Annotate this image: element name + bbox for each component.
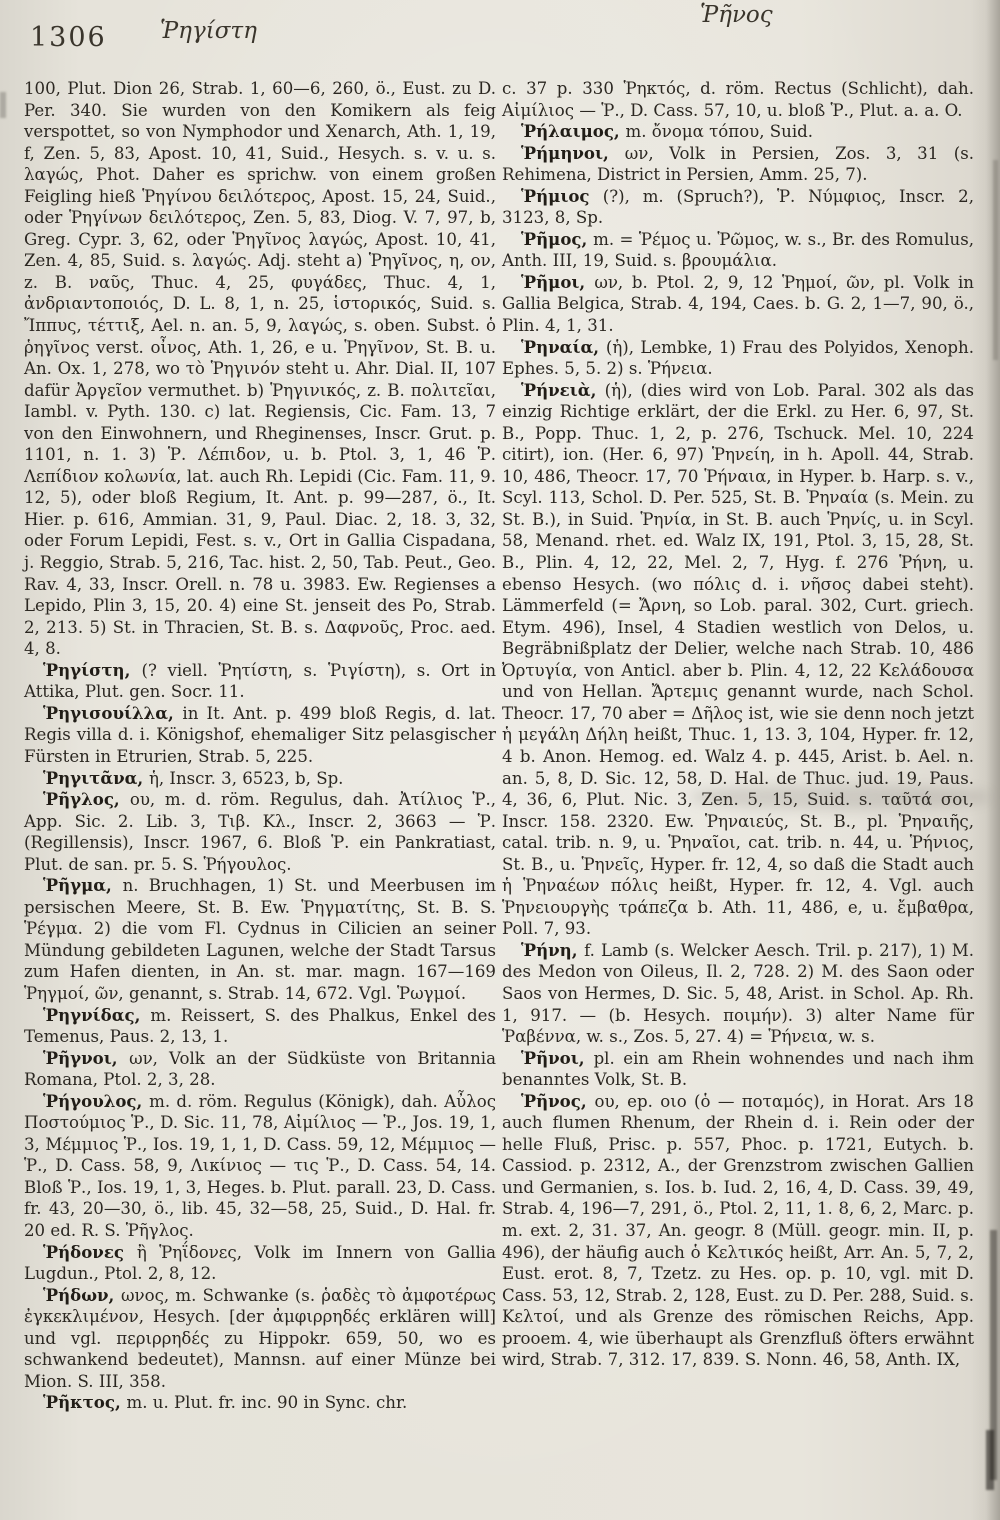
entry-paragraph: Ῥῆγλος, ου, m. d. röm. Regulus, dah. Ἀτίλιος Ῥ., App. Sic. 2. Lib. 3, Τιβ. Κλ., Inscr. 2, 3663 — Ῥ. (Regillensis), Inscr. 1967, 6. Bloß Ῥ. ein Pankratiast, Plut. de san. pr. 5. S. Ῥήγουλος. (24, 789, 496, 874)
entry-lemma: Ῥήμηνοι, (521, 142, 625, 163)
continuation-paragraph: c. 37 p. 330 Ῥηκτός, d. röm. Rectus (Schlicht), dah. Αἰμίλιος — Ῥ., D. Cass. 57, 10, u. bloß Ῥ., Plut. a. a. O. (502, 79, 974, 120)
entry-paragraph: Ῥηγίστη, (? viell. Ῥητίστη, s. Ῥιγίστη), s. Ort in Attika, Plut. gen. Socr. 11. (24, 659, 497, 702)
entry-lemma: Ῥῆκτος, (43, 1392, 127, 1413)
entry-paragraph: Ῥήνη, f. Lamb (s. Welcker Aesch. Tril. p. 217), 1) M. des Medon von Oileus, Il. 2, 728. 2) M. des Saon oder Saos von Hermes, D. Sic. 5, 48, Arist. in Schol. Ap. Rh. 1, 917. — (b. Hesych. ποιμήν). 3) alter Name für Ῥαβέννα, w. s., Zos. 5, 27. 4) = Ῥήνεια, w. s. (502, 939, 974, 1047)
entry-paragraph: Ῥήμιος (?), m. (Spruch?), Ῥ. Νύμφιος, Inscr. 2, 3123, 8, Sp. (502, 185, 974, 228)
entry-paragraph: Ῥήδων, ωνος, m. Schwanke (s. ῥαδὲς τὸ ἀμφοτέρως ἐγκεκλιμένον, Hesych. [der ἀμφιρρηδές erklären will] und vgl. περιρρηδές zu Hippokr. 659, 50, wo es schwankend bedeutet), Mannsn. auf einer Münze bei Mion. S. III, 358. (24, 1284, 496, 1391)
entry-lemma: Ῥηναία, (521, 336, 606, 357)
entry-lemma: Ῥήμιος (521, 185, 603, 206)
entry-lemma: Ῥήνειὰ, (521, 379, 605, 400)
scan-edge-mark (990, 1230, 997, 1480)
entry-lemma: Ῥῆνοι, (521, 1047, 594, 1068)
entry-lemma: Ῥηγιτᾶνα, (43, 767, 149, 788)
running-head-right: Ῥῆνος (700, 2, 773, 28)
running-head-left: Ῥηγίστη (160, 18, 257, 44)
entry-paragraph: Ῥηγνίδας, m. Reissert, S. des Phalkus, Enkel des Temenus, Paus. 2, 13, 1. (24, 1004, 496, 1047)
entry-lemma: Ῥήδονες (43, 1241, 137, 1262)
entry-lemma: Ῥηγισουίλλα, (43, 702, 183, 723)
entry-paragraph: Ῥῆκτος, m. u. Plut. fr. inc. 90 in Sync. chr. (43, 1392, 408, 1413)
scan-edge-mark (986, 1430, 994, 1490)
entry-paragraph: Ῥήδονες ἢ Ῥηΐδονες, Volk im Innern von Gallia Lugdun., Ptol. 2, 8, 12. (24, 1241, 496, 1284)
entry-lemma: Ῥήλαιμος, (521, 121, 626, 142)
entry-paragraph: Ῥήμηνοι, ων, Volk in Persien, Zos. 3, 31 (s. Rehimena, District in Persien, Amm. 25, 7). (502, 142, 974, 185)
entry-paragraph: Ῥῆνοι, pl. ein am Rhein wohnendes und nach ihm benanntes Volk, St. B. (502, 1047, 974, 1090)
scan-edge-mark (993, 160, 998, 360)
entry-paragraph: Ῥηγισουίλλα, in It. Ant. p. 499 bloß Regis, d. lat. Regis villa d. i. Königshof, ehemaliger Sitz pelasgischer Fürsten in Etrurien, Strab. 5, 225. (24, 702, 496, 766)
entry-lemma: Ῥῆμοι, (521, 271, 595, 292)
entry-paragraph: Ῥῆγνοι, ων, Volk an der Südküste von Britannia Romana, Ptol. 2, 3, 28. (24, 1047, 496, 1090)
continuation-paragraph: 100, Plut. Dion 26, Strab. 1, 60—6, 260, ö., Eust. zu D. Per. 340. Sie wurden von den Komikern als feig verspottet, so von Nymphodor und Xenarch, Ath. 1, 19, f, Zen. 5, 83, Apost. 10, 41, Suid., Hesych. s. v. u. s. λαγώς, Phot. Daher es sprichw. von einem großen Feigling hieß Ῥηγίνου δειλότερος, Apost. 15, 24, Suid., oder Ῥηγίνων δειλότερος, Zen. 5, 83, Diog. V. 7, 97, b, Greg. Cypr. 3, 62, oder Ῥηγῖνος λαγώς, Apost. 10, 41, Zen. 4, 85, Suid. s. λαγώς. Adj. steht a) Ῥηγῖνος, η, ον, z. B. ναῦς, Thuc. 4, 25, φυγάδες, Thuc. 4, 1, ἀνδριαντοποιός, D. L. 8, 1, n. 25, ἱστορικός, Suid. s. Ἴππυς, τέττιξ, Ael. n. an. 5, 9, λαγώς, s. oben. Subst. ὁ ῥηγῖνος verst. οἶνος, Ath. 1, 26, e u. Ῥηγῖνον, St. B. u. An. Ox. 1, 278, wo τὸ Ῥηγινόν steht u. Ahr. Dial. II, 107 dafür Ἀργεῖον vermuthet. b) Ῥηγινικός, z. B. πολιτεῖαι, Iambl. v. Pyth. 130. c) lat. Regiensis, Cic. Fam. 13, 7 von den Einwohnern, und Rheginenses, Inscr. Grut. p. 1101, n. 1. 3) Ῥ. Λέπιδον, u. b. Ptol. 3, 1, 46 Ῥ. Λεπίδιον κολωνία, lat. auch Rh. Lepidi (Cic. Fam. 11, 9. 12, 5), oder bloß Regium, It. Ant. p. 99—287, ö., It. Hier. p. 616, Ammian. 31, 9, Paul. Diac. 2, 18. 3, 32, oder Forum Lepidi, Fest. s. v., Ort in Gallia Cispadana, j. Reggio, Strab. 5, 216, Tac. hist. 2, 50, Tab. Peut., Geo. Rav. 4, 33, Inscr. Orell. n. 78 u. 3983. Ew. Regienses a Lepido, Plin 3, 15, 20. 4) eine St. jenseit des Po, Strab. 2, 213. 5) St. in Thracien, St. B. s. Δαφνοῦς, Proc. aed. 4, 8. (24, 79, 496, 659)
entry-paragraph: Ῥῆνος, ου, ep. οιο (ὁ — ποταμός), in Horat. Ars 18 auch flumen Rhenum, der Rhein d. i. Rein oder der helle Fluß, Prisc. p. 557, Phoc. p. 1721, Eutych. b. Cassiod. p. 2312, A., der Grenzstrom zwischen Gallien und Germanien, s. Ios. b. Iud. 2, 16, 4, D. Cass. 39, 49, Strab. 4, 196—7, 291, ö., Ptol. 2, 11, 1. 8, 6, 2, Marc. p. m. ext. 2, 31. 37, An. geogr. 8 (Müll. geogr. min. II, p. 496), der häufig auch ὁ Κελτικός heißt, Arr. An. 5, 7, 2, Eust. erot. 8, 7, Tzetz. zu Hes. op. p. 10, vgl. mit D. Cass. 53, 12, Strab. 2, 128, Eust. zu D. Per. 288, Suid. s. Κελτοί, und als Grenze des römischen Reichs, App. prooem. 4, wie überhaupt als Grenzfluß öfters erwähnt wird, Strab. 7, 312. 17, 839. S. Nonn. 46, 58, Anth. IX, (502, 1090, 974, 1370)
page-number: 1306 (30, 22, 107, 53)
entry-paragraph: Ῥηγιτᾶνα, ἡ, Inscr. 3, 6523, b, Sp. (43, 767, 344, 788)
entry-lemma: Ῥηγνίδας, (43, 1004, 151, 1025)
entry-lemma: Ῥῆγλος, (43, 789, 130, 810)
entry-paragraph: Ῥήγουλος, m. d. röm. Regulus (Königk), dah. Αὖλος Ποστούμιος Ῥ., D. Sic. 11, 78, Αἰμίλιος — Ῥ., Jos. 19, 1, 3, Μέμμιος Ῥ., Ios. 19, 1, 1, D. Cass. 59, 12, Μέμμιος — Ῥ., D. Cass. 58, 9, Λικίνιος — τις Ῥ., D. Cass. 54, 14. Bloß Ῥ., Ios. 19, 1, 3, Heges. b. Plut. parall. 23, D. Cass. fr. 43, 20—30, ö., lib. 45, 32—58, 25, Suid., D. Hal. fr. 20 ed. R. S. Ῥῆγλος. (24, 1090, 496, 1240)
entry-paragraph: Ῥῆμος, m. = Ῥέμος u. Ῥῶμος, w. s., Br. des Romulus, Anth. III, 19, Suid. s. βρουμάλια. (502, 228, 975, 271)
entry-lemma: Ῥήδων, (43, 1284, 122, 1305)
entry-paragraph: Ῥήνειὰ, (ἡ), (dies wird von Lob. Paral. 302 als das einzig Richtige erklärt, der die Erkl. zu Her. 6, 97, St. B., Popp. Thuc. 1, 2, p. 276, Tschuck. Mel. 10, 224 citirt), ion. (Her. 6, 97) Ῥηνείη, in h. Apoll. 44, Strab. 10, 486, Theocr. 17, 70 Ῥήναια, in Hyper. b. Harp. s. v., Scyl. 113, Schol. D. Per. 525, St. B. Ῥηναία (s. Mein. zu St. B.), in Suid. Ῥηνία, in St. B. auch Ῥηνίς, u. in Scyl. 58, Menand. rhet. ed. Walz IX, 191, Ptol. 3, 15, 28, St. B., Plin. 4, 12, 22, Mel. 2, 7, Hyg. f. 276 Ῥήνη, u. ebenso Hesych. (wo πόλις d. i. νῆσος dabei steht). Lämmerfeld (= Ἄρνη, so Lob. paral. 302, Curt. griech. Etym. 496), Insel, 4 Stadien westlich von Delos, u. Begräbnißplatz der Delier, welche nach Strab. 10, 486 Ὀρτυγία, von Anticl. aber b. Plin. 4, 12, 22 Κελάδουσα und von Hellan. Ἄρτεμις genannt wurde, nach Schol. Theocr. 17, 70 aber = Δῆλος ist, wie sie denn noch jetzt ἡ μεγάλη Δήλη heißt, Thuc. 1, 13. 3, 104, Hyper. fr. 12, 4 b. Anon. Hemog. ed. Walz 4. p. 445, Arist. b. Ael. n. an. 5, 8, D. Sic. 12, 58, D. Hal. de Thuc. jud. 19, Paus. 4, 36, 6, Plut. Nic. 3, Zen. 5, 15, Suid. s. ταῦτά σοι, Inscr. 158. 2320. Ew. Ῥηναιεύς, St. B., pl. Ῥηναιῆς, catal. trib. n. 9, u. Ῥηναῖοι, cat. trib. n. 44, u. Ῥήνιος, St. B., u. Ῥηνεῖς, Hyper. fr. 12, 4, so daß die Stadt auch ἡ Ῥηναέων πόλις heißt, Hyper. fr. 12, 4. Vgl. auch Ῥηνειουργὴς τράπεζα b. Ath. 11, 486, e, u. ἔμβαθρα, Poll. 7, 93. (502, 379, 975, 939)
entry-paragraph: Ῥῆμοι, ων, b. Ptol. 2, 9, 12 Ῥημοί, ῶν, pl. Volk in Gallia Belgica, Strab. 4, 194, Caes. b. G. 2, 1—7, 90, ö., Plin. 4, 1, 31. (502, 271, 974, 336)
entry-paragraph: Ῥήλαιμος, m. ὄνομα τόπου, Suid. (521, 121, 814, 142)
entry-lemma: Ῥήνη, (521, 939, 585, 960)
scan-edge-shadow (986, 0, 1000, 1520)
entry-lemma: Ῥῆνος, (521, 1090, 595, 1111)
scan-edge-mark (0, 92, 6, 118)
right-column (502, 78, 974, 1371)
left-column (24, 78, 496, 1414)
entry-lemma: Ῥῆγμα, (43, 875, 123, 896)
entry-paragraph: Ῥηναία, (ἡ), Lembke, 1) Frau des Polyidos, Xenoph. Ephes. 5, 5. 2) s. Ῥήνεια. (502, 336, 974, 379)
entry-paragraph: Ῥῆγμα, n. Bruchhagen, 1) St. und Meerbusen im persischen Meere, St. B. Ew. Ῥηγματίτης, St. B. S. Ῥέγμα. 2) die vom Fl. Cydnus in Cilicien an seiner Mündung gebildeten Lagunen, welche der Stadt Tarsus zum Hafen dienten, in An. st. mar. magn. 167—169 Ῥηγμοί, ῶν, genannt, s. Strab. 14, 672. Vgl. Ῥωγμοί. (24, 875, 496, 1003)
entry-lemma: Ῥήγουλος, (43, 1090, 150, 1111)
entry-lemma: Ῥῆγνοι, (43, 1047, 130, 1068)
entry-lemma: Ῥηγίστη, (43, 659, 142, 680)
entry-lemma: Ῥῆμος, (521, 228, 594, 249)
